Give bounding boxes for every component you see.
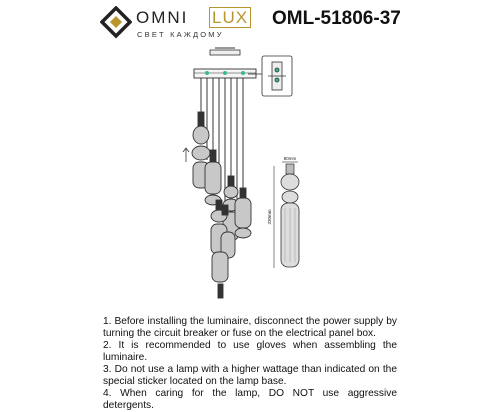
ceiling-canopy	[194, 48, 256, 78]
instructions-list	[103, 316, 397, 412]
dimension-detail	[267, 156, 299, 268]
instruction-item: 3. Do not use a lamp with a higher wattage than indicated on the special sticker located on the lamp base.	[103, 364, 397, 387]
height-adjust-arrow	[183, 148, 189, 162]
diamond-logo-icon	[100, 6, 132, 40]
instruction-item: 2. It is recommended to use gloves when assembling the luminaire.	[103, 340, 397, 363]
height-dimension-label: 330mm	[267, 209, 272, 225]
brand-tagline: СВЕТ КАЖДОМУ	[137, 30, 224, 39]
pendant-shades	[192, 112, 251, 298]
instruction-item: 4. When caring for the lamp, DO NOT use aggressive detergents.	[103, 388, 397, 411]
brand-name-omni: OMNI	[136, 8, 189, 27]
model-number: OML-51806-37	[272, 8, 401, 29]
width-dimension-label: 80mm	[283, 156, 297, 161]
product-drawing	[0, 40, 500, 310]
brand-name-lux: LUX	[209, 7, 251, 28]
instruction-item: 1. Before installing the luminaire, disconnect the power supply by turning the circuit breaker or fuse on the electrical panel box.	[103, 316, 397, 339]
